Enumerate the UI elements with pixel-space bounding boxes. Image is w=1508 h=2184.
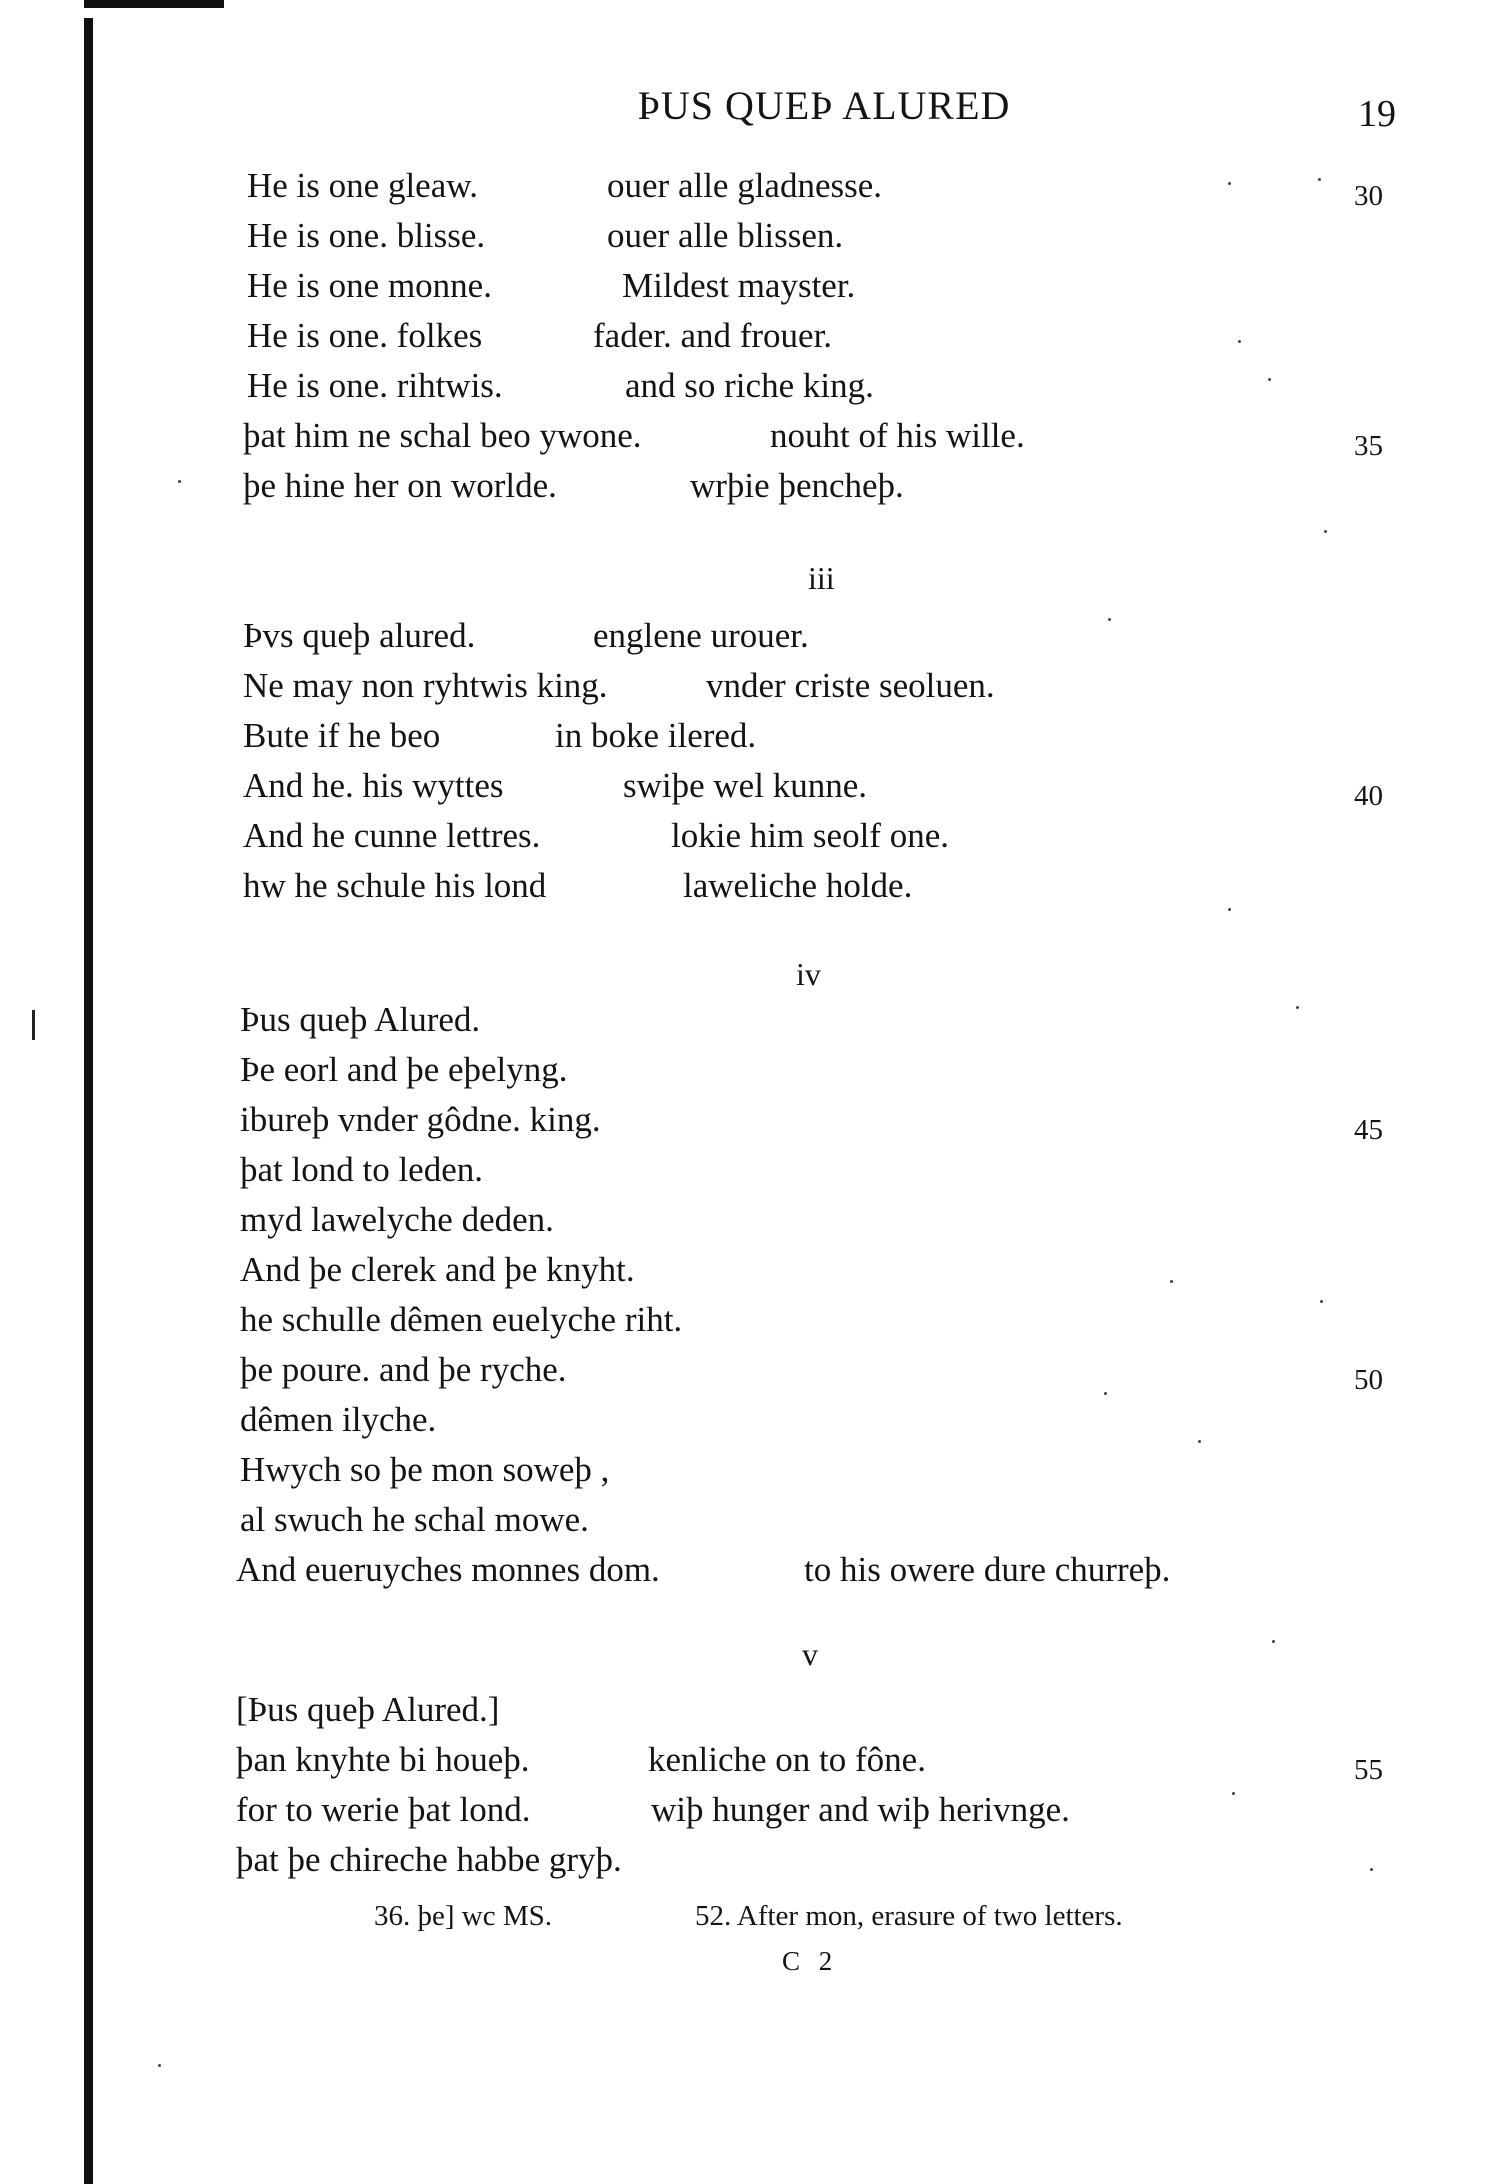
verse-line: for to werie þat lond. wiþ hunger and wiþ herivnge. [236,1790,1070,1829]
verse-line: þat him ne schal beo ywone. nouht of his wille. [243,416,1025,455]
line-number: 40 [1354,780,1383,812]
verse-line: dêmen ilyche. [240,1400,437,1439]
verse-line: al swuch he schal mowe. [240,1500,589,1539]
scan-speck [1108,618,1111,621]
verse-line: He is one monne. Mildest mayster. [247,266,856,305]
scan-speck [1296,1006,1299,1009]
section-heading: iii [808,560,835,596]
verse-line: And he. his wyttes swiþe wel kunne. [243,766,867,805]
signature-mark: C 2 [782,1946,839,1976]
verse-line: þat þe chireche habbe gryþ. [236,1840,622,1879]
running-head-text: ÞUS QUEÞ ALURED [637,83,1011,128]
verse-line: myd lawelyche deden. [240,1200,554,1239]
line-number: 45 [1354,1114,1383,1146]
section-heading: iv [796,956,821,992]
verse-line: And eueruyches monnes dom. to his owere dure churreþ. [236,1550,1171,1589]
verse-line: He is one. rihtwis. and so riche king. [247,366,874,405]
scan-speck [1238,340,1241,343]
verse-line: And he cunne lettres. lokie him seolf one. [243,816,950,855]
scan-speck [1318,178,1321,181]
verse-line: Þvs queþ alured. englene urouer. [243,616,809,655]
verse-line: He is one gleaw. ouer alle gladnesse. [247,166,883,205]
page-number: 19 [1358,93,1396,135]
scan-speck [1268,378,1271,381]
line-number: 55 [1354,1754,1383,1786]
scan-speck [1324,530,1327,533]
line-number: 50 [1354,1364,1383,1396]
verse-line: Þus queþ Alured. [240,1000,481,1039]
binding-spine [84,18,93,2184]
scan-speck [1104,1392,1107,1395]
scan-speck [1232,1792,1235,1795]
verse-line: He is one. blisse. ouer alle blissen. [247,216,844,255]
running-head [0,82,1508,129]
scan-speck [1228,908,1231,911]
line-number: 30 [1354,180,1383,212]
verse-line: Hwych so þe mon soweþ , [240,1450,610,1489]
verse-line: þat lond to leden. [240,1150,484,1189]
scan-speck [158,2064,161,2067]
verse-line: ibureþ vnder gôdne. king. [240,1100,601,1139]
scan-speck [178,480,181,483]
footnote: 36. þe] wc MS. [374,1900,553,1932]
footnote: 52. After mon, erasure of two letters. [695,1900,1123,1932]
scan-speck [1320,1300,1323,1303]
verse-line: Ne may non ryhtwis king. vnder criste seoluen. [243,666,995,705]
verse-line: He is one. folkes fader. and frouer. [247,316,833,355]
verse-line: þe poure. and þe ryche. [240,1350,567,1389]
scan-speck [1198,1440,1201,1443]
scan-speck [1272,1640,1275,1643]
line-number: 35 [1354,430,1383,462]
binding-shadow-top [84,0,224,8]
verse-line: hw he schule his lond laweliche holde. [243,866,913,905]
section-heading: v [802,1636,818,1672]
margin-mark [32,1010,35,1040]
scan-speck [1370,1868,1373,1871]
scan-speck [1170,1280,1173,1283]
verse-line: he schulle dêmen euelyche riht. [240,1300,683,1339]
verse-line: þe hine her on worlde. wrþie þencheþ. [243,466,904,505]
scan-speck [1228,182,1231,185]
verse-line: And þe clerek and þe knyht. [240,1250,635,1289]
verse-line: þan knyhte bi houeþ. kenliche on to fône. [236,1740,926,1779]
verse-line: Bute if he beo in boke ilered. [243,716,757,755]
verse-line: [Þus queþ Alured.] [236,1690,500,1729]
verse-line: Þe eorl and þe eþelyng. [240,1050,568,1089]
